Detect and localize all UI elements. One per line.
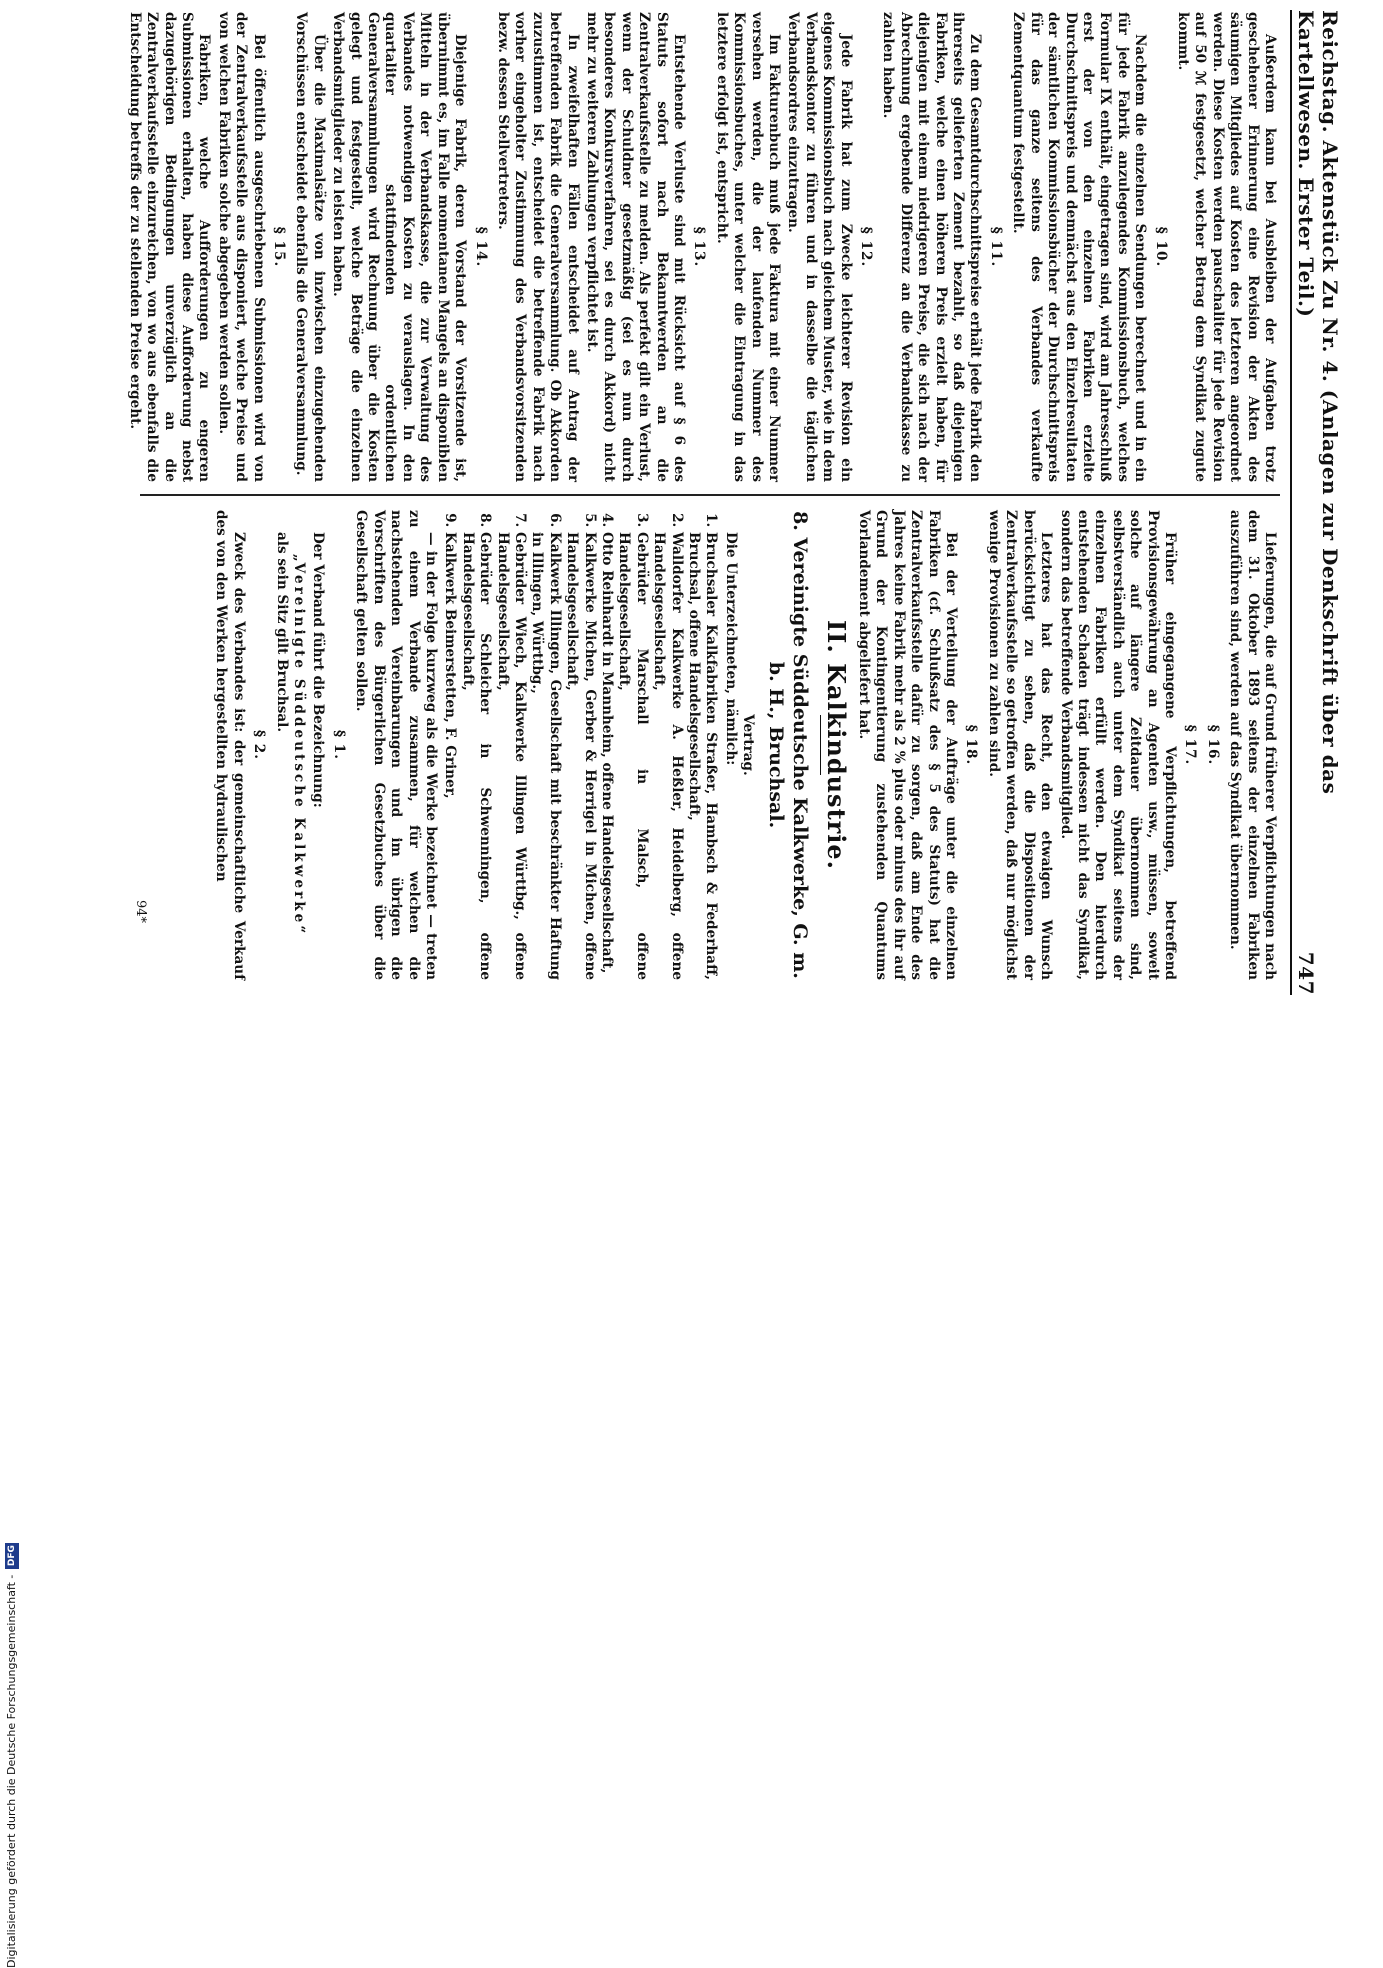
member-item: 9. Kalkwerk Beimerstetten, F. Griner, <box>441 532 458 980</box>
footer-text-wrap <box>3 1328 21 1968</box>
page-header <box>1290 10 1342 995</box>
paragraph-1a: Der Verband führt die Bezeichnung: <box>310 532 327 808</box>
footer-strip <box>1 978 23 1968</box>
left-column <box>123 12 1278 482</box>
member-item: 8. Gebrüder Schleicher in Schwenningen, offene Handelsgesellschaft, <box>458 532 493 980</box>
page-number: 747 <box>1294 951 1318 995</box>
paragraph: Im Fakturenbuch muß jede Faktura mit einer Nummer versehen werden, die der laufenden Nummer des Kommissionsbuches, unter welcher die Eintragung in das letztere erfolgt ist, entspricht. <box>713 12 783 482</box>
column-divider <box>140 494 1280 496</box>
after-members-paragraph: — in der Folge kurzweg als die Werke bezeichnet — treten zu einem Verbande zusammen, für welchen die nachstehenden Vereinbarungen und im übrigen die Vorschriften des Bürgerlichen Gesetzbuches über die Gesellschaft gelten sollen. <box>353 510 439 980</box>
paragraph: In zweifelhaften Fällen entscheidet auf Antrag der betreffenden Fabrik die Generalversammlung. Ob Akkorden zuzustimmen ist, entscheidet die betreffende Fabrik nach vorher eingeholter Zustimmung des Verbandsvorsitzenden bezw. dessen Stellvertreters. <box>494 12 581 482</box>
paragraph: Über die Maximalsätze von inzwischen einzugehenden Vorschüssen entscheidet ebenfalls die Generalversammlung. <box>293 12 327 482</box>
paragraph-2: Zweck des Verbandes ist: der gemeinschaftliche Verkauf des von den Werken hergestellten hydraulischen <box>213 510 247 980</box>
section-heading: § 10. <box>1152 226 1169 268</box>
section-1: § 1. <box>330 729 347 761</box>
paragraph: Fabriken, welche Aufforderungen zu engeren Submissionen erhalten, haben diese Aufforderung nebst dazugehörigen Bedingungen unverzüglich an die Zentralverkaufsstelle einzureichen, von wo aus ebenfalls die Entscheidung betreffs der zu stellenden Preise ergeht. <box>126 12 213 482</box>
right-column <box>210 510 1278 980</box>
paragraph: Nachdem die einzelnen Sendungen berechnet und in ein für jede Fabrik anzulegendes Kommissionsbuch, welches Formular IX enthält, eingetragen sind, wird am Jahresschluß erst der von den einzelnen Fabriken erzielte Durchschnittspreis und demnächst aus den Einzelresultaten der sämtlichen Kommissionsbücher der Durchschnittspreis für das ganze seitens des Verbandes verkaufte Zementquantum festgestellt. <box>1010 12 1149 482</box>
section-heading: § 14. <box>472 226 489 268</box>
section-17: § 17. <box>1182 724 1199 766</box>
member-item: 3. Gebrüder Marschall in Malsch, offene Handelsgesellschaft, <box>615 532 650 980</box>
member-item: 6. Kalkwerk Illingen, Gesellschaft mit beschränkter Haftung in Illingen, Württbg., <box>528 532 563 980</box>
subheading: 8. Vereinigte Süddeutsche Kalkwerke, G. m. b. H., Bruchsal. <box>765 511 812 979</box>
paragraph: Entstehende Verluste sind mit Rücksicht auf § 6 des Statuts sofort nach Bekanntwerden an die Zentralverkaufsstelle zu melden. Als perfekt gilt ein Verlust, wenn der Schuldner gesetzmäßig (sei es nun durch besonderes Konkursverfahren, sei es durch Akkord) nicht mehr zu weiteren Zahlungen verpflichtet ist. <box>583 12 687 482</box>
member-list <box>441 510 720 980</box>
association-name: „Vereinigte Süddeutsche Kalkwerke“ <box>291 553 308 937</box>
section-16: § 16. <box>1204 724 1221 766</box>
paragraph: Diejenige Fabrik, deren Vorstand der Vorsitzende ist, übernimmt es, im Falle momentanen Mangels an disponiblen Mitteln in der Verbandskasse, die zur Verwaltung des Verbandes notwendigen Kosten zu verauslagen. In den quartaliter stattfindenden ordentlichen Generalversammlungen wird Rechnung über die Kosten gelegt und festgestellt, welche Beträge die einzelnen Verbandsmitglieder zu leisten haben. <box>330 12 469 482</box>
member-item: 1. Bruchsaler Kalkfabriken Straßer, Hambsch & Federhaff, Bruchsal, offene Handelsgesellschaft, <box>685 532 720 980</box>
document-page <box>80 0 1342 1000</box>
signature-mark: 94* <box>133 900 148 924</box>
paragraph: Jede Fabrik hat zum Zwecke leichterer Revision ein eigenes Kommissionsbuch nach gleichem Muster, wie in dem Verbandskontor zu führen und in dasselbe die täglichen Verbandsordres einzutragen. <box>785 12 854 482</box>
section-heading: § 12. <box>858 226 875 268</box>
carryover-paragraph: Lieferungen, die auf Grund früherer Verpflichtungen nach dem 31. Oktober 1893 seitens der einzelnen Fabriken auszuführen sind, werden auf das Syndikat übernommen. <box>1227 510 1278 980</box>
paragraph-1c: als sein Sitz gilt Bruchsal. <box>273 532 290 733</box>
paragraph: Zu dem Gesamtdurchschnittspreise erhält jede Fabrik den ihrerseits gelieferten Zement bezahlt, so daß diejenigen Fabriken, welche einen höheren Preis erzielt haben, für diejenigen mit einem niedrigeren Preise, die sich nach der Abrechnung ergebende Differenz an die Verbandskasse zu zahlen haben. <box>880 12 984 482</box>
running-title: Reichstag. Aktenstück Zu Nr. 4. (Anlagen zur Denkschrift über das Kartellwesen. Erster Teil.) <box>1294 10 1342 795</box>
intro-line: Die Unterzeichneten, nämlich: <box>722 532 739 766</box>
member-item: 5. Kalkwerke Michen, Gerber & Herrigel in Michen, offene Handelsgesellschaft, <box>563 532 598 980</box>
paragraph: Bei öffentlich ausgeschriebenen Submissionen wird von der Zentralverkaufsstelle aus disponiert, welche Preise und von welchen Fabriken solche abgegeben werden sollen. <box>215 12 267 482</box>
section-2: § 2. <box>251 729 268 761</box>
paragraph-17a: Früher eingegangene Verpflichtungen, betreffend Provisionsgewährung an Agenten usw., müssen, soweit solche auf längere Zeitdauer übernommen sind, selbstverständlich auch unter dem Syndikat seitens der einzelnen Fabriken erfüllt werden. Den hierdurch entstehenden Schaden trägt indessen nicht das Syndikat, sondern das betreffende Verbandsmitglied. <box>1057 510 1178 980</box>
member-item: 4. Otto Reinhardt in Mannheim, offene Handelsgesellschaft, <box>598 532 615 980</box>
section-heading: § 15. <box>271 226 288 268</box>
contract-title: Vertrag. <box>740 714 757 776</box>
section-18: § 18. <box>963 724 980 766</box>
footer-text: Digitalisierung gefördert durch die Deutsche Forschungsgemeinschaft - <box>5 1574 18 1968</box>
paragraph-17b: Letzteres hat das Recht, den etwaigen Wunsch berücksichtigt zu sehen, daß die Dispositionen der Zentralverkaufsstelle so getroffen werden, daß nur möglichst wenige Provisionen zu zahlen sind. <box>985 510 1055 980</box>
dfg-logo: DFG <box>5 1543 19 1569</box>
member-item: 7. Gebrüder Wiech, Kalkwerke Illingen Württbg., offene Handelsgesellschaft, <box>493 532 528 980</box>
section-heading: § 13. <box>691 226 708 268</box>
paragraph: Außerdem kann bei Ausbleiben der Aufgaben trotz geschehener Erinnerung eine Revision der Akten des säumigen Mitgliedes auf Kosten des letzteren angeordnet werden. Diese Kosten werden pauschaliter für jede Revision auf 50 ℳ festgesetzt, welcher Betrag dem Syndikat zugute kommt. <box>1174 12 1278 482</box>
section-heading: § 11. <box>987 226 1004 268</box>
member-item: 2. Walldorfer Kalkwerke A. Heßler, Heidelberg, offene Handelsgesellschaft, <box>650 532 685 980</box>
paragraph-18: Bei der Verteilung der Aufträge unter die einzelnen Fabriken (cf. Schlußsatz des § 5 des Statuts) hat die Zentralverkaufsstelle dafür zu sorgen, daß am Ende des Jahres keine Fabrik mehr als 2 % plus oder minus des ihr auf Grund der Kontingentierung zustehenden Quantums Vorlandement abgeliefert hat. <box>856 510 960 980</box>
major-heading: II. Kalkindustrie. <box>821 619 851 871</box>
